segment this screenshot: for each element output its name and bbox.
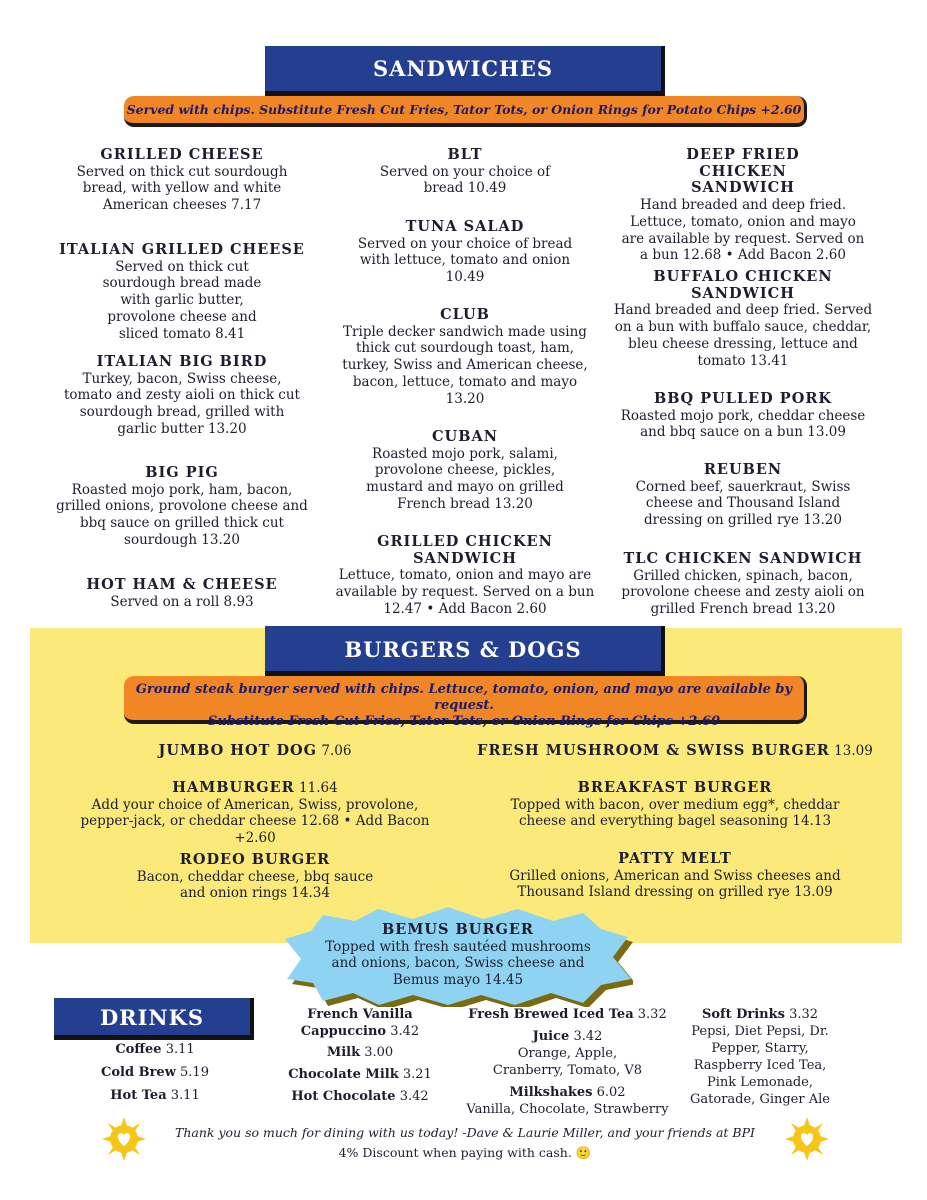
- menu-item-tlc-chicken: TLC CHICKEN SANDWICH Grilled chicken, spinach, bacon, provolone cheese and zesty aioli on grilled French bread 13.20: [621, 550, 865, 618]
- menu-item-jumbo-hot-dog: JUMBO HOT DOG 7.06: [158, 742, 352, 759]
- drink-milk: Milk 3.00: [326, 1045, 394, 1060]
- drink-milkshakes: Milkshakes 6.02 Vanilla, Chocolate, Strawberry: [466, 1085, 669, 1117]
- menu-item-club: CLUB Triple decker sandwich made using thick cut sourdough toast, ham, turkey, Swiss and American cheese, bacon, lettuce, tomato and mayo 13.20: [342, 306, 588, 407]
- burgers-banner: [265, 626, 665, 676]
- sun-heart-icon: [102, 1117, 146, 1161]
- menu-item-hamburger: HAMBURGER 11.64 Add your choice of American, Swiss, provolone, pepper-jack, or cheddar cheese 12.68 • Add Bacon +2.60: [80, 779, 430, 847]
- drink-hot-tea: Hot Tea 3.11: [110, 1088, 200, 1103]
- drink-cold-brew: Cold Brew 5.19: [101, 1065, 209, 1080]
- drink-hot-chocolate: Hot Chocolate 3.42: [291, 1089, 429, 1104]
- drink-iced-tea: Fresh Brewed Iced Tea 3.32: [468, 1007, 667, 1022]
- sandwiches-banner: [265, 46, 665, 96]
- menu-item-bbq-pulled-pork: BBQ PULLED PORK Roasted mojo pork, cheddar cheese and bbq sauce on a bun 13.09: [620, 390, 866, 441]
- menu-item-big-pig: BIG PIG Roasted mojo pork, ham, bacon, grilled onions, provolone cheese and bbq sauce on grilled thick cut sourdough 13.20: [56, 464, 308, 548]
- menu-item-italian-big-bird: ITALIAN BIG BIRD Turkey, bacon, Swiss cheese, tomato and zesty aioli on thick cut sourdough bread, grilled with garlic butter 13.20: [64, 353, 300, 437]
- footer-thanks: Thank you so much for dining with us today! -Dave & Laurie Miller, and your friends at BPI: [175, 1125, 755, 1140]
- menu-item-tuna-salad: TUNA SALAD Served on your choice of bread with lettuce, tomato and onion 10.49: [357, 218, 573, 286]
- drink-french-vanilla-cappuccino: French Vanilla Cappuccino 3.42: [300, 1007, 420, 1039]
- sun-heart-icon: [785, 1117, 829, 1161]
- menu-item-bemus-burger: BEMUS BURGER Topped with fresh sautéed mushrooms and onions, bacon, Swiss cheese and Bemus mayo 14.45: [325, 921, 591, 988]
- drinks-banner: [54, 998, 254, 1040]
- footer-discount: 4% Discount when paying with cash. 🙂: [338, 1145, 592, 1160]
- menu-item-grilled-chicken-sandwich: GRILLED CHICKEN SANDWICH Lettuce, tomato, onion and mayo are available by request. Served on a bun 12.47 • Add Bacon 2.60: [335, 533, 595, 617]
- menu-item-reuben: REUBEN Corned beef, sauerkraut, Swiss cheese and Thousand Island dressing on grilled rye 13.20: [635, 461, 851, 529]
- drinks-title: DRINKS: [99, 1005, 205, 1030]
- menu-item-cuban: CUBAN Roasted mojo pork, salami, provolone cheese, pickles, mustard and mayo on grilled French bread 13.20: [366, 428, 564, 512]
- drink-coffee: Coffee 3.11: [115, 1042, 195, 1057]
- menu-item-grilled-cheese: GRILLED CHEESE Served on thick cut sourdough bread, with yellow and white American cheeses 7.17: [76, 146, 288, 214]
- menu-item-breakfast-burger: BREAKFAST BURGER Topped with bacon, over medium egg*, cheddar cheese and everything bagel seasoning 14.13: [510, 779, 840, 830]
- menu-item-rodeo-burger: RODEO BURGER Bacon, cheddar cheese, bbq sauce and onion rings 14.34: [136, 851, 374, 902]
- sandwiches-note: Served with chips. Substitute Fresh Cut Fries, Tator Tots, or Onion Rings for Potato Chips +2.60: [124, 96, 807, 127]
- menu-item-blt: BLT Served on your choice of bread 10.49: [379, 146, 551, 197]
- drink-soft-drinks: Soft Drinks 3.32 Pepsi, Diet Pepsi, Dr. Pepper, Starry, Raspberry Iced Tea, Pink Lemonade, Gatorade, Ginger Ale: [690, 1007, 830, 1107]
- menu-item-mushroom-swiss-burger: FRESH MUSHROOM & SWISS BURGER 13.09: [477, 742, 873, 759]
- drink-chocolate-milk: Chocolate Milk 3.21: [288, 1067, 432, 1082]
- menu-item-italian-grilled-cheese: ITALIAN GRILLED CHEESE Served on thick cut sourdough bread made with garlic butter, provolone cheese and sliced tomato 8.41: [59, 241, 305, 342]
- burgers-title: BURGERS & DOGS: [344, 637, 582, 662]
- sandwiches-title: SANDWICHES: [373, 56, 553, 81]
- menu-item-buffalo-chicken: BUFFALO CHICKEN SANDWICH Hand breaded and deep fried. Served on a bun with buffalo sauce, cheddar, bleu cheese dressing, lettuce and tomato 13.41: [613, 268, 873, 369]
- burgers-note: Ground steak burger served with chips. Lettuce, tomato, onion, and mayo are available by request. Substitute Fresh Cut Fries, Tator Tots, or Onion Rings for Chips +2.60: [124, 676, 807, 724]
- drink-juice: Juice 3.42 Orange, Apple, Cranberry, Tomato, V8: [492, 1029, 643, 1078]
- menu-item-patty-melt: PATTY MELT Grilled onions, American and Swiss cheeses and Thousand Island dressing on grilled rye 13.09: [509, 850, 841, 901]
- menu-item-hot-ham-cheese: HOT HAM & CHEESE Served on a roll 8.93: [86, 576, 278, 610]
- menu-item-deep-fried-chicken: DEEP FRIED CHICKEN SANDWICH Hand breaded and deep fried. Lettuce, tomato, onion and mayo are available by request. Served on a bun 12.68 • Add Bacon 2.60: [621, 146, 865, 264]
- smiley-icon: 🙂: [575, 1145, 592, 1160]
